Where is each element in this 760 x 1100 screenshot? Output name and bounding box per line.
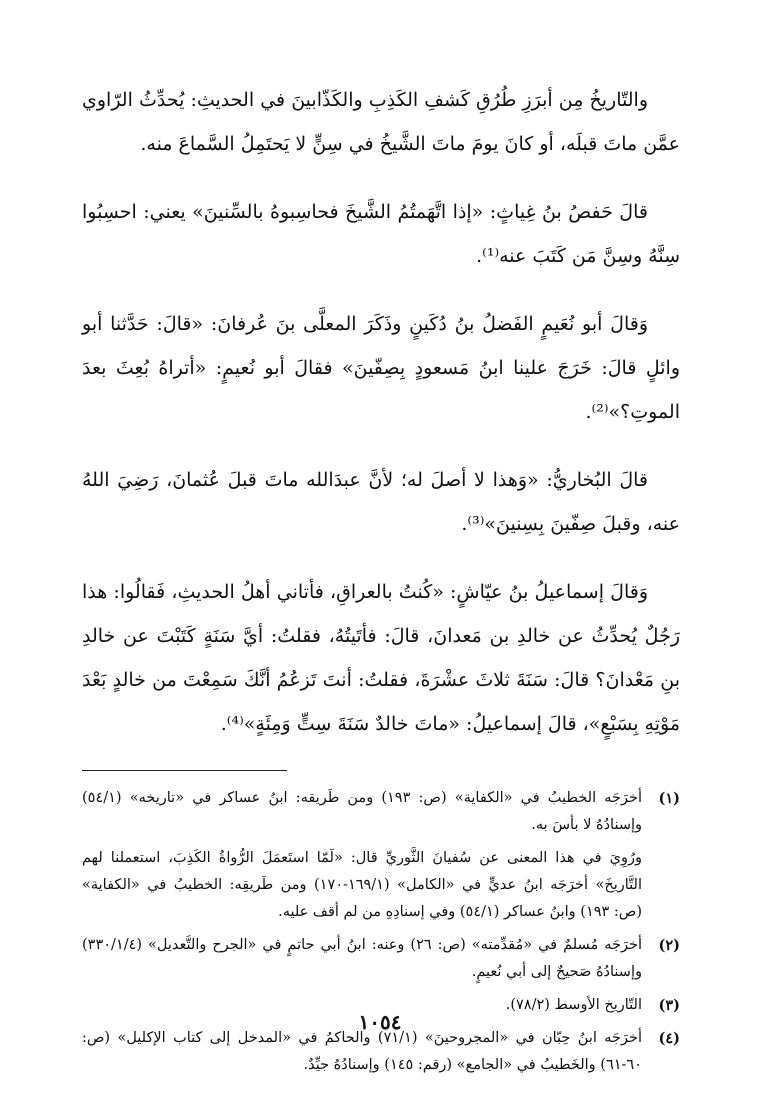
- footnote-body: [82, 932, 642, 986]
- paragraph-hafs: قالَ حَفصُ بنُ غِياثٍ: «إذا اتَّهَمتُمُ الشَّيخَ فحاسِبوهُ بالسِّنينَ» يعني: احسِبُوا سِنَّهُ وسِنَّ مَن كَتَبَ عنه⁽¹⁾.: [82, 201, 680, 267]
- footnote-text: أخرَجَه مُسلمٌ في «مُقدِّمته» (ص: ٢٦) وعنه: ابنُ أبي حاتمٍ في «الجرح والتَّعديل» (٣٣٠/١/٤) وإسنادُهُ صَحيحٌ إلى أبي نُعيمٍ.: [82, 937, 642, 980]
- footnote-number: (٣): [658, 997, 680, 1014]
- footnote-text: أخرَجَه ابنُ حِبّان في «المجروحينَ» (٧١/١) والحاكمُ في «المدخل إلى كتاب الإكليل» (ص: ٦٠-٦١) والخَطيبُ في «الجامع» (رقم: ١٤٥) وإسنادُهُ جيِّدٌ.: [82, 1030, 642, 1073]
- footnotes: [82, 785, 680, 1079]
- footnote-text: أخرَجَه الخطيبُ في «الكفاية» (ص: ١٩٣) ومن طَريقه: ابنُ عساكر في «تاريخه» (٥٤/١) وإسنادُهُ لا بأسَ به.: [82, 790, 642, 833]
- footnote-separator-wrap: [82, 770, 680, 771]
- footnote-number: (١): [658, 790, 680, 807]
- paragraph-abu-nuaim: وَقالَ أبو نُعَيمٍ الفَضلُ بنُ دُكَينٍ وذَكَرَ المعلَّى بنَ عُرفانَ: «قالَ: حَدَّثنا أبو وائلٍ قالَ: خَرَجَ علينا ابنُ مَسعودٍ بِصِفّينَ» فقالَ أبو نُعيمٍ: «أتراهُ بُعِثَ بعدَ الموتِ؟»⁽²⁾.: [82, 313, 680, 423]
- footnote-number: (٤): [658, 1030, 680, 1047]
- footnote-text: التّاريخ الأوسط (٧٨/٢).: [505, 997, 642, 1013]
- footnote-text: ورُوِيَ في هذا المعنى عن سُفيانَ الثَّوريِّ قال: «لَمّا استَعمَلَ الرُّواةُ الكَذِبَ، استعملنا لهم التَّاريخَ» أخرَجَه ابنُ عديٍّ في «الكامل» (١٦٩/١-١٧٠) ومن طَريقِه: الخطيبُ في «الكفاية» (ص: ١٩٣) وابنُ عساكر (٥٤/١) وفي إسنادِهِ من لم أقف عليه.: [82, 850, 642, 920]
- main-text: [82, 78, 680, 746]
- paragraph-history: والتّاريخُ مِن أبرَزِ طُرُقِ كَشفِ الكَذِبِ والكَذّابينَ في الحديثِ: يُحدِّثُ الرّاوي عمَّن ماتَ قبلَه، أو كانَ يومَ ماتَ الشَّيخُ في سِنٍّ لا يَحتَمِلُ السَّماعَ منه.: [82, 89, 680, 155]
- footnote-1: [82, 785, 680, 926]
- page-number: ١٠٥٤: [358, 1010, 402, 1034]
- paragraph-bukhari: قالَ البُخاريُّ: «وَهذا لا أصلَ له؛ لأنَّ عبدَالله ماتَ قبلَ عُثمانَ، رَضِيَ اللهُ عنه، وقبلَ صِفّينَ بِسِنينَ»⁽³⁾.: [82, 469, 680, 535]
- footnote-2: [82, 932, 680, 986]
- footnote-number: (٢): [658, 937, 680, 954]
- footnote-separator: [82, 770, 287, 771]
- footnote-body: [82, 785, 642, 926]
- paragraph-ismail: وَقالَ إسماعيلُ بنُ عيّاشٍ: «كُنتُ بالعراقِ، فأتاني أهلُ الحديثِ، فَقالُوا: هذا رَجُلٌ يُحدِّثُ عن خالدِ بن مَعدانَ، قالَ: فأتَيتُهُ، فقلتُ: أيَّ سَنَةٍ كَتَبْتَ عن خالدِ بنِ مَعْدانَ؟ قالَ: سَنَةَ ثلاثَ عشْرَةَ، فقلتُ: أنتَ تَزعُمُ أنَّكَ سَمِعْتَ من خالدٍ بَعْدَ مَوْتِهِ بِسَبْعٍ»، قالَ إسماعيلُ: «ماتَ خالدٌ سَنَةَ سِتٍّ وَمِئَةٍ»⁽⁴⁾.: [82, 581, 680, 735]
